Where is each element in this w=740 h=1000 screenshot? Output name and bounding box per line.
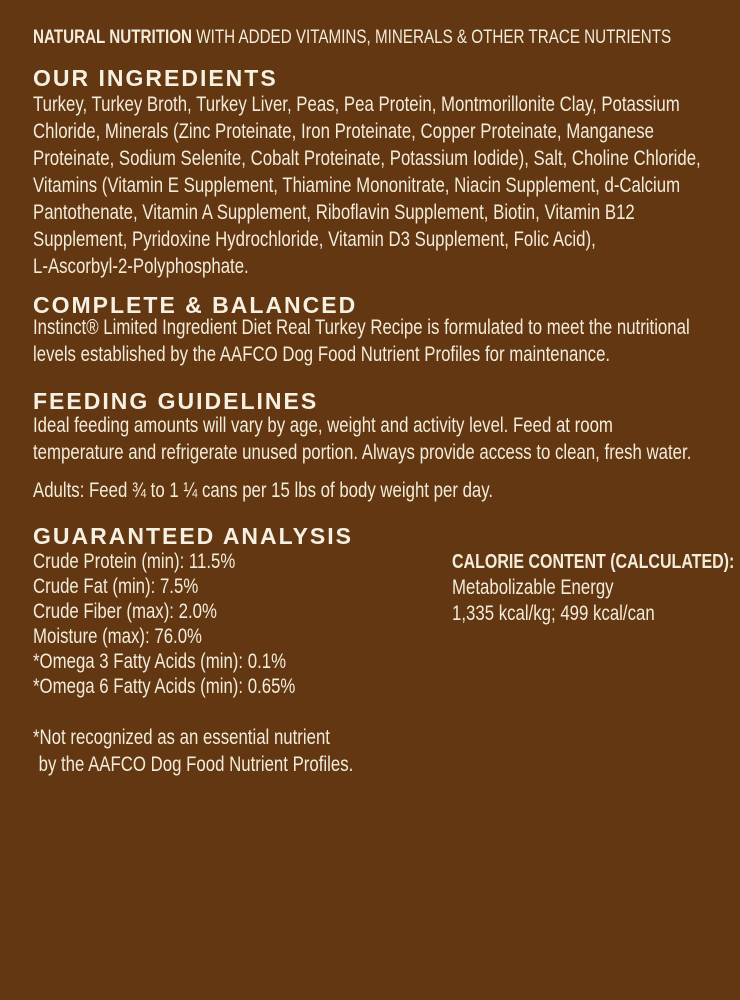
footnote-line: by the AAFCO Dog Food Nutrient Profiles.	[38, 753, 354, 776]
section-heading-complete-balanced: COMPLETE & BALANCED	[33, 292, 358, 318]
complete-balanced-paragraph	[33, 314, 690, 368]
ingredients-line: Turkey, Turkey Broth, Turkey Liver, Peas, Pea Protein, Montmorillonite Clay, Potassium	[33, 93, 680, 116]
feeding-guidelines-line: temperature and refrigerate unused portion. Always provide access to clean, fresh water.	[33, 441, 692, 464]
calorie-content-block	[452, 550, 734, 627]
complete-balanced-line: Instinct® Limited Ingredient Diet Real Turkey Recipe is formulated to meet the nutritional	[33, 316, 690, 339]
ingredients-line: Proteinate, Sodium Selenite, Cobalt Proteinate, Potassium Iodide), Salt, Choline Chloride,	[33, 147, 701, 170]
ingredients-paragraph	[33, 91, 701, 280]
section-heading-guaranteed-analysis: GUARANTEED ANALYSIS	[33, 523, 353, 549]
complete-balanced-line: levels established by the AAFCO Dog Food Nutrient Profiles for maintenance.	[33, 343, 611, 366]
ingredients-line: Supplement, Pyridoxine Hydrochloride, Vitamin D3 Supplement, Folic Acid),	[33, 228, 596, 251]
calorie-content-heading: CALORIE CONTENT (CALCULATED):	[452, 551, 735, 573]
section-heading-ingredients: OUR INGREDIENTS	[33, 65, 278, 91]
ingredients-line: L-Ascorbyl-2-Polyphosphate.	[33, 255, 249, 278]
tagline-bold-text: NATURAL NUTRITION	[33, 27, 193, 48]
tagline-rest-text: WITH ADDED VITAMINS, MINERALS & OTHER TRACE NUTRIENTS	[192, 27, 672, 48]
feeding-guidelines-line: Ideal feeding amounts will vary by age, weight and activity level. Feed at room	[33, 414, 613, 437]
analysis-row: Crude Fiber (max): 2.0%	[33, 600, 217, 623]
section-heading-feeding-guidelines: FEEDING GUIDELINES	[33, 388, 319, 414]
feeding-guidelines-paragraph	[33, 412, 691, 466]
analysis-row: *Omega 3 Fatty Acids (min): 0.1%	[33, 650, 287, 673]
ingredients-line: Vitamins (Vitamin E Supplement, Thiamine Mononitrate, Niacin Supplement, d-Calcium	[33, 174, 681, 197]
adults-feeding-line: Adults: Feed ¾ to 1 ¼ cans per 15 lbs of body weight per day.	[33, 479, 494, 502]
footnote-line: *Not recognized as an essential nutrient	[33, 726, 330, 749]
analysis-row: *Omega 6 Fatty Acids (min): 0.65%	[33, 675, 296, 698]
calorie-content-line: 1,335 kcal/kg; 499 kcal/can	[452, 602, 655, 625]
aafco-footnote	[33, 724, 353, 778]
ingredients-line: Chloride, Minerals (Zinc Proteinate, Iron Proteinate, Copper Proteinate, Manganese	[33, 120, 654, 143]
guaranteed-analysis-rows	[33, 549, 295, 699]
analysis-row: Moisture (max): 76.0%	[33, 625, 202, 648]
ingredients-line: Pantothenate, Vitamin A Supplement, Riboflavin Supplement, Biotin, Vitamin B12	[33, 201, 635, 224]
analysis-row: Crude Protein (min): 11.5%	[33, 550, 236, 573]
tagline	[33, 28, 671, 48]
calorie-content-line: Metabolizable Energy	[452, 576, 614, 599]
analysis-row: Crude Fat (min): 7.5%	[33, 575, 199, 598]
